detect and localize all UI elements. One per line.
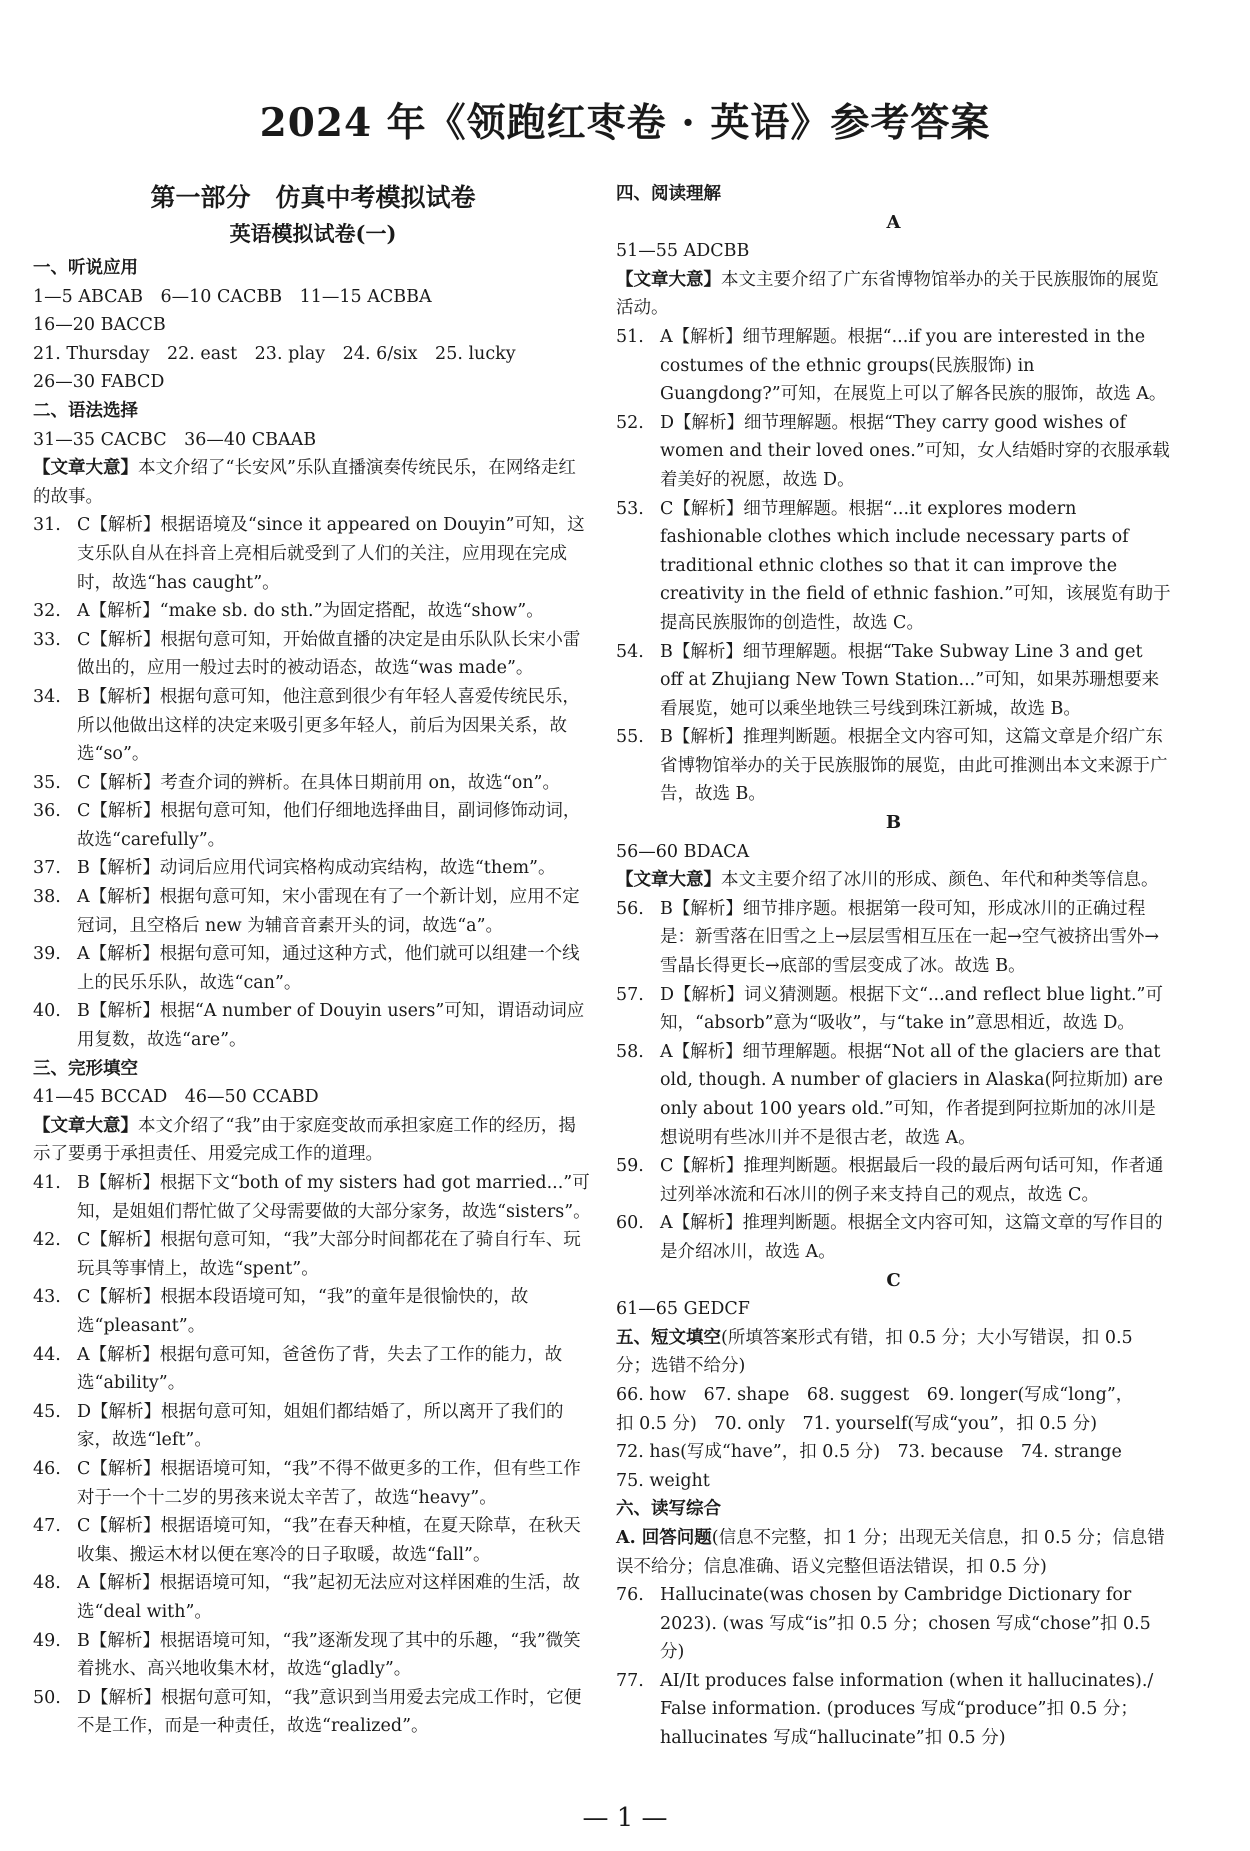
explanation-item [616, 638, 1171, 724]
explanation-item [33, 1455, 593, 1512]
explanation-item [33, 511, 593, 597]
item-number: 37. [33, 858, 61, 879]
explanation-item [33, 1398, 593, 1455]
summary-text: 本文介绍了“我”由于家庭变故而承担家庭工作的经历，揭示了要勇于承担责任、用爱完成工作的道理。 [33, 1115, 576, 1165]
summary-text: 本文主要介绍了广东省博物馆举办的关于民族服饰的展览活动。 [616, 269, 1159, 319]
item-number: 44. [33, 1344, 61, 1365]
explanation-item [33, 883, 593, 940]
explanation-item [33, 1627, 593, 1684]
explanation-item [33, 1226, 593, 1283]
item-number: 53. [616, 498, 644, 519]
item-number: 54. [616, 641, 644, 662]
summary [33, 1112, 593, 1169]
explanation-item [616, 1667, 1171, 1753]
section-heading: 五、短文填空 [616, 1327, 721, 1348]
summary-tag: 【文章大意】 [616, 269, 721, 290]
answer-line: 扣 0.5 分) 70. only 71. yourself(写成“you”，扣 0.5 分) [616, 1413, 1098, 1434]
item-number: 32. [33, 601, 61, 622]
passage-label: A [886, 211, 901, 233]
summary-tag: 【文章大意】 [33, 458, 138, 479]
page-title: 2024 年《领跑红枣卷 · 英语》参考答案 [259, 100, 991, 146]
right-column [616, 180, 1171, 1753]
section-heading: 二、语法选择 [33, 400, 138, 421]
item-text: C【解析】根据语境可知，“我”在春天种植，在夏天除草，在秋天收集、搬运木材以便在寒冷的日子取暖，故选“fall”。 [77, 1516, 581, 1565]
item-number: 41. [33, 1173, 61, 1193]
answer-line: 31—35 CACBC 36—40 CBAAB [33, 429, 317, 450]
explanation-item [33, 940, 593, 997]
explanation-item [33, 769, 593, 798]
explanation-item [33, 1169, 593, 1226]
explanation-item [33, 597, 593, 626]
item-number: 56. [616, 898, 644, 919]
item-text: B【解析】根据下文“both of my sisters had got married...”可知，是姐姐们帮忙做了父母需要做的大部分家务，故选“sisters”。 [77, 1173, 591, 1222]
paper-title: 英语模拟试卷(一) [229, 221, 397, 246]
subsection-heading-with-note [616, 1524, 1171, 1581]
item-text: C【解析】根据句意可知，开始做直播的决定是由乐队队长宋小雷做出的，应用一般过去时的被动语态，故选“was made”。 [77, 629, 581, 679]
item-number: 60. [616, 1213, 644, 1234]
item-number: 38. [33, 887, 61, 908]
item-text: B【解析】推理判断题。根据全文内容可知，这篇文章是介绍广东省博物馆举办的关于民族服饰的展览，由此可推测出本文来源于广告，故选 B。 [660, 727, 1168, 805]
explanation-item [33, 854, 593, 883]
page-number: — 1 — [582, 1803, 668, 1833]
summary [616, 266, 1171, 323]
section-heading: 六、读写综合 [616, 1499, 721, 1520]
item-text: D【解析】根据句意可知，姐姐们都结婚了，所以离开了我们的家，故选“left”。 [77, 1401, 564, 1451]
explanation-item [33, 1684, 593, 1741]
summary-tag: 【文章大意】 [616, 870, 721, 891]
summary [616, 866, 1171, 895]
explanation-item [616, 409, 1171, 495]
item-number: 31. [33, 515, 61, 536]
section-note: (信息不完整，扣 1 分；出现无关信息，扣 0.5 分；信息错误不给分；信息准确、语义完整但语法错误，扣 0.5 分) [616, 1527, 1165, 1577]
explanation-item [616, 323, 1171, 409]
subsection-heading: A. 回答问题 [616, 1527, 712, 1548]
item-text: AI/It produces false information (when it hallucinates)./ False information. (produces 写成“produce”扣 0.5 分；hallucinates 写成“hallucinate”扣 0.5 分) [660, 1670, 1154, 1749]
item-number: 34. [33, 686, 61, 707]
item-number: 58. [616, 1041, 644, 1062]
explanation-item [33, 797, 593, 854]
item-number: 59. [616, 1156, 644, 1177]
explanation-item [33, 683, 593, 769]
item-text: A【解析】细节理解题。根据“...if you are interested in the costumes of the ethnic groups(民族服饰) in Guangdong?”可知，在展览上可以了解各民族的服饰，故选 A。 [660, 326, 1167, 405]
item-text: C【解析】考查介词的辨析。在具体日期前用 on，故选“on”。 [77, 772, 560, 793]
left-column [33, 180, 593, 1741]
item-text: C【解析】根据句意可知，他们仔细地选择曲目，副词修饰动词，故选“carefully”。 [77, 801, 581, 850]
summary-tag: 【文章大意】 [33, 1115, 138, 1136]
passage-label: B [885, 812, 902, 834]
item-text: B【解析】根据“A number of Douyin users”可知，谓语动词应用复数，故选“are”。 [77, 1001, 585, 1051]
explanation-item [33, 997, 593, 1054]
answer-line: 41—45 BCCAD 46—50 CCABD [33, 1087, 319, 1108]
section-heading: 三、完形填空 [33, 1058, 138, 1079]
item-number: 40. [33, 1001, 61, 1022]
item-number: 57. [616, 984, 644, 1005]
answer-line: 75. weight [616, 1470, 710, 1491]
answer-line: 72. has(写成“have”，扣 0.5 分) 73. because 74. strange [616, 1442, 1122, 1463]
item-text: A【解析】根据句意可知，通过这种方式，他们就可以组建一个线上的民乐乐队，故选“can”。 [77, 944, 580, 993]
item-text: A【解析】推理判断题。根据全文内容可知，这篇文章的写作目的是介绍冰川，故选 A。 [660, 1213, 1163, 1262]
answer-line: 51—55 ADCBB [616, 241, 750, 262]
section-heading-with-note [616, 1324, 1171, 1381]
explanation-item [33, 626, 593, 683]
item-number: 52. [616, 412, 644, 433]
item-text: B【解析】细节排序题。根据第一段可知，形成冰川的正确过程是：新雪落在旧雪之上→层层雪相互压在一起→空气被挤出雪外→雪晶长得更长→底部的雪层变成了冰。故选 B。 [660, 898, 1159, 977]
explanation-item [33, 1512, 593, 1569]
explanation-item [616, 981, 1171, 1038]
summary-text: 本文介绍了“长安风”乐队直播演奏传统民乐，在网络走红的故事。 [33, 458, 576, 507]
part-title: 第一部分 仿真中考模拟试卷 [150, 183, 476, 212]
item-number: 55. [616, 727, 644, 748]
explanation-item [616, 1209, 1171, 1266]
section-heading: 四、阅读理解 [616, 184, 721, 204]
answer-line: 21. Thursday 22. east 23. play 24. 6/six 25. lucky [33, 343, 516, 364]
item-number: 45. [33, 1401, 61, 1422]
answer-line: 26—30 FABCD [33, 372, 165, 393]
explanation-item [33, 1283, 593, 1340]
item-number: 43. [33, 1287, 61, 1308]
item-number: 36. [33, 801, 61, 822]
item-number: 33. [33, 629, 61, 650]
explanation-item [616, 1581, 1171, 1667]
item-number: 77. [616, 1670, 644, 1691]
item-number: 48. [33, 1573, 61, 1594]
section-heading: 一、听说应用 [33, 258, 138, 278]
passage-label: C [886, 1269, 901, 1291]
item-text: C【解析】根据语境可知，“我”不得不做更多的工作，但有些工作对于一个十二岁的男孩来说太辛苦了，故选“heavy”。 [77, 1458, 581, 1508]
item-text: D【解析】细节理解题。根据“They carry good wishes of women and their loved ones.”可知，女人结婚时穿的衣服承载着美好的祝愿，故选 D。 [660, 412, 1170, 490]
summary-text: 本文主要介绍了冰川的形成、颜色、年代和种类等信息。 [721, 870, 1159, 891]
item-number: 47. [33, 1516, 61, 1537]
answer-line: 66. how 67. shape 68. suggest 69. longer(写成“long”， [616, 1384, 1134, 1405]
item-text: A【解析】细节理解题。根据“Not all of the glaciers are that old, though. A number of glaciers in Alaska(阿拉斯加) are only about 100 years old.”可知，作者提到阿拉斯加的冰川是想说明有些冰川并不是很古老，故选 A。 [660, 1041, 1163, 1148]
explanation-item [616, 495, 1171, 638]
explanation-item [33, 1569, 593, 1626]
item-text: A【解析】根据句意可知，爸爸伤了背，失去了工作的能力，故选“ability”。 [77, 1344, 563, 1394]
answer-line: 61—65 GEDCF [616, 1299, 750, 1320]
summary [33, 454, 593, 511]
explanation-item [616, 1038, 1171, 1152]
item-number: 35. [33, 772, 61, 793]
explanation-item [616, 895, 1171, 981]
item-text: A【解析】根据句意可知，宋小雷现在有了一个新计划，应用不定冠词，且空格后 new 为辅音音素开头的词，故选“a”。 [77, 887, 580, 936]
item-text: A【解析】“make sb. do sth.”为固定搭配，故选“show”。 [77, 601, 544, 622]
section-note: (所填答案形式有错，扣 0.5 分；大小写错误，扣 0.5 分；选错不给分) [616, 1327, 1133, 1377]
item-text: C【解析】细节理解题。根据“...it explores modern fashionable clothes which include necessary parts of traditional ethnic clothes so that it can improve the creativity in the field of ethnic fashion.”可知，该展览有助于提高民族服饰的创造性，故选 C。 [660, 498, 1171, 633]
item-number: 76. [616, 1585, 644, 1606]
answer-line: 16—20 BACCB [33, 315, 166, 336]
explanation-item [33, 1341, 593, 1398]
explanation-item [616, 1152, 1171, 1209]
item-text: D【解析】词义猜测题。根据下文“...and reflect blue light.”可知，“absorb”意为“吸收”，与“take in”意思相近，故选 D。 [660, 984, 1163, 1034]
item-text: B【解析】根据句意可知，他注意到很少有年轻人喜爱传统民乐，所以他做出这样的决定来吸引更多年轻人，前后为因果关系，故选“so”。 [77, 686, 580, 765]
answer-line: 56—60 BDACA [616, 841, 750, 862]
item-text: C【解析】根据本段语境可知，“我”的童年是很愉快的，故选“pleasant”。 [77, 1287, 529, 1336]
item-number: 50. [33, 1687, 61, 1708]
item-text: C【解析】根据句意可知，“我”大部分时间都花在了骑自行车、玩玩具等事情上，故选“spent”。 [77, 1230, 581, 1279]
item-text: D【解析】根据句意可知，“我”意识到当用爱去完成工作时，它便不是工作，而是一种责任，故选“realized”。 [77, 1687, 582, 1737]
item-text: B【解析】动词后应用代词宾格构成动宾结构，故选“them”。 [77, 858, 556, 879]
item-number: 49. [33, 1630, 61, 1651]
item-text: Hallucinate(was chosen by Cambridge Dictionary for 2023). (was 写成“is”扣 0.5 分；chosen 写成“chose”扣 0.5 分) [660, 1585, 1151, 1663]
explanation-item [616, 723, 1171, 809]
item-number: 39. [33, 944, 61, 965]
item-number: 42. [33, 1230, 61, 1251]
item-text: B【解析】细节理解题。根据“Take Subway Line 3 and get off at Zhujiang New Town Station...”可知，如果苏珊想要来看展览，她可以乘坐地铁三号线到珠江新城，故选 B。 [660, 641, 1160, 719]
item-text: C【解析】推理判断题。根据最后一段的最后两句话可知，作者通过列举冰流和石冰川的例子来支持自己的观点，故选 C。 [660, 1156, 1164, 1205]
item-text: A【解析】根据语境可知，“我”起初无法应对这样困难的生活，故选“deal with”。 [77, 1573, 581, 1622]
item-number: 46. [33, 1458, 61, 1479]
item-number: 51. [616, 326, 644, 347]
item-text: C【解析】根据语境及“since it appeared on Douyin”可知，这支乐队自从在抖音上亮相后就受到了人们的关注，应用现在完成时，故选“has caught”。 [77, 515, 585, 593]
item-text: B【解析】根据语境可知，“我”逐渐发现了其中的乐趣，“我”微笑着挑水、高兴地收集木材，故选“gladly”。 [77, 1630, 581, 1680]
answer-line: 1—5 ABCAB 6—10 CACBB 11—15 ACBBA [33, 286, 432, 307]
